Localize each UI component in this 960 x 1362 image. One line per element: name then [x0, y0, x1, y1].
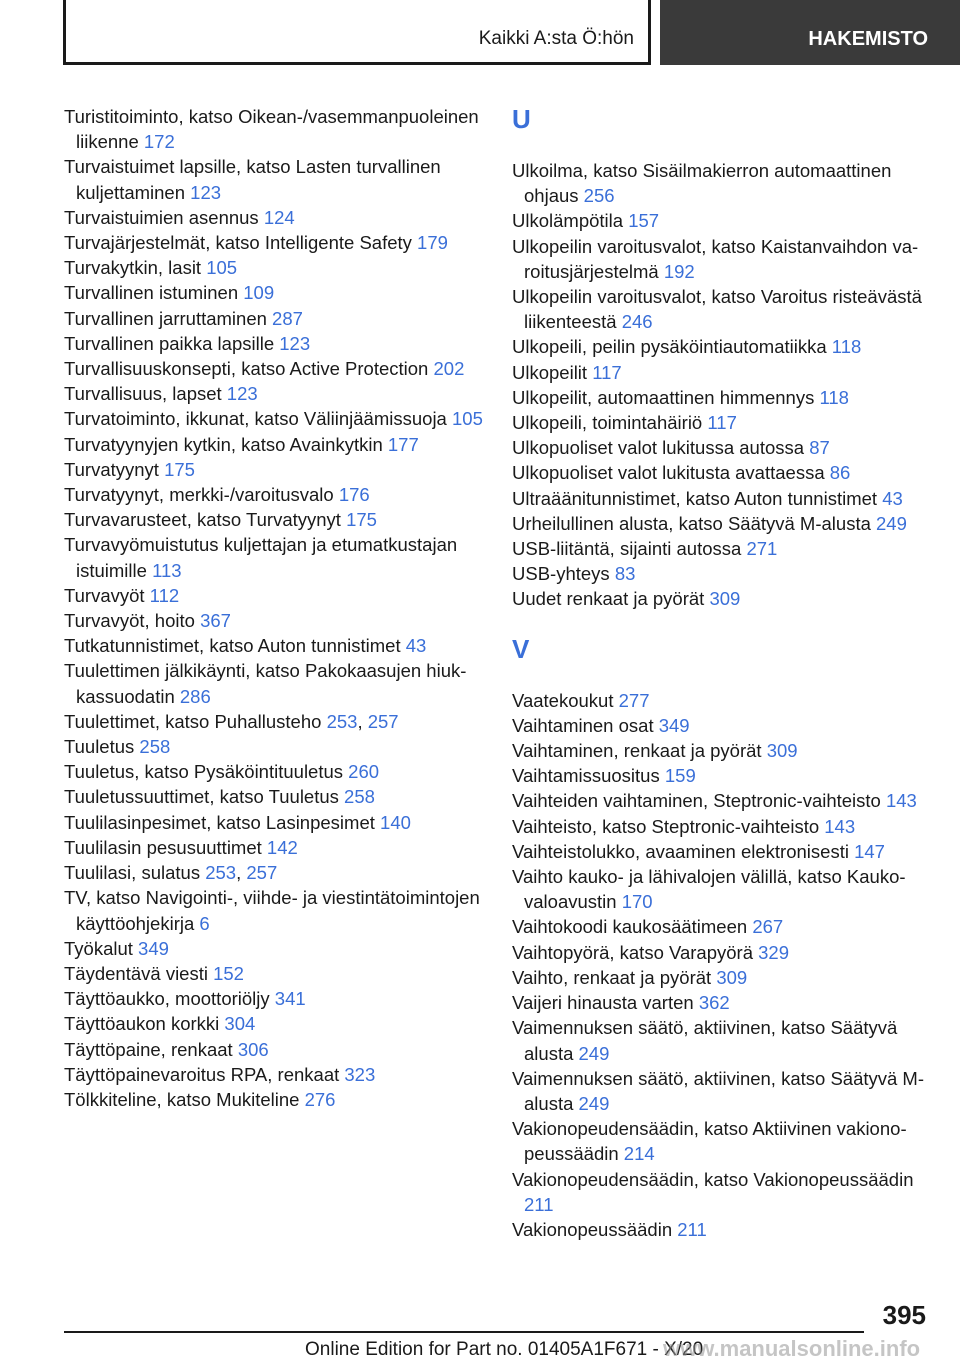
index-entry-text: Tuuletus, katso Pysäköintituuletus: [64, 761, 349, 783]
index-entry: [512, 914, 942, 939]
page-link[interactable]: 43: [882, 487, 903, 509]
index-entry-text: Urheilullinen alusta, katso Säätyvä M-alusta: [512, 512, 877, 534]
index-entry-text: Tuulilasin pesusuuttimet: [64, 836, 267, 858]
index-entry-text: Vaihtaminen, renkaat ja pyörät: [512, 740, 767, 762]
index-entry-text: Ulkopeilit, automaattinen himmennys: [512, 386, 820, 408]
index-entry: [64, 532, 484, 582]
page-link[interactable]: 176: [338, 484, 370, 506]
index-entry-text: Ulkopeilit: [512, 361, 593, 383]
index-entry: [512, 158, 942, 208]
index-entry-text: Tuulilasi, sulatus: [64, 862, 206, 884]
index-entry-text: Tuulettimet, katso Puhallusteho: [64, 710, 327, 732]
index-entry: [512, 688, 942, 713]
index-entry: [512, 1217, 942, 1242]
page-number: 395: [882, 1300, 926, 1330]
index-entry: [512, 536, 942, 561]
index-entry-text: Ultraäänitunnistimet, katso Auton tunnistimet: [512, 487, 883, 509]
page-link[interactable]: 177: [387, 433, 419, 455]
page-link[interactable]: 249: [876, 512, 907, 534]
index-entry: [512, 486, 942, 511]
index-entry-text: Ulkolämpötila: [512, 210, 629, 232]
index-entry: [64, 457, 484, 482]
index-entry-text: Vaihtaminen osat: [512, 714, 659, 736]
page-link[interactable]: 341: [274, 988, 306, 1010]
index-entry: [64, 835, 484, 860]
index-entry: [64, 507, 484, 532]
page-link[interactable]: 109: [243, 282, 275, 304]
page-link[interactable]: 362: [698, 992, 730, 1014]
index-entry: [64, 633, 484, 658]
index-entry: [512, 713, 942, 738]
index-entry-text: Vaihteiden vaihtaminen, Steptronic-vaihteisto: [512, 790, 886, 812]
page-link[interactable]: 349: [658, 714, 690, 736]
index-entry: [64, 784, 484, 809]
index-entry: [512, 839, 942, 864]
index-entry: [64, 482, 484, 507]
index-entry: [64, 1037, 484, 1062]
page-link[interactable]: 329: [758, 941, 789, 963]
index-entry-text: Täyttöaukon korkki: [64, 1013, 225, 1035]
page-link[interactable]: 192: [663, 260, 695, 282]
index-entry-text: Turvatyynyt, merkki-/varoitusvalo: [64, 484, 339, 506]
page-link[interactable]: 260: [348, 761, 380, 783]
edition-text: Online Edition for Part no. 01405A1F671 - X/20: [305, 1339, 704, 1360]
index-entry: [512, 385, 942, 410]
section-tab[interactable]: [66, 0, 651, 65]
page-link[interactable]: 309: [709, 588, 741, 610]
index-entry-text: Työkalut: [64, 937, 139, 959]
index-entry-text: Ulkopeilin varoitusvalot, katso Kaistanvaihdon varoitusjärjestelmä: [512, 235, 919, 282]
page-link[interactable]: 276: [304, 1088, 336, 1110]
page-link[interactable]: 257: [367, 710, 399, 732]
index-entry: [64, 986, 484, 1011]
index-entry: [512, 864, 942, 914]
index-entry-text: Vaihteisto, katso Steptronic-vaihteisto: [512, 815, 825, 837]
index-entry: [64, 230, 484, 255]
index-entry-text: Turvavyöt, hoito: [64, 610, 201, 632]
page-link[interactable]: 105: [206, 257, 238, 279]
page-link[interactable]: 83: [614, 563, 636, 585]
index-entry: [64, 154, 484, 204]
index-entry: [64, 255, 484, 280]
page-link[interactable]: 271: [746, 538, 778, 560]
page-link[interactable]: 249: [578, 1042, 610, 1064]
index-entry-text: Tuuletussuuttimet, katso Tuuletus: [64, 786, 345, 808]
index-entry: [512, 586, 942, 611]
index-entry-text: Uudet renkaat ja pyörät: [512, 588, 710, 610]
index-entry: [64, 280, 484, 305]
index-entry-text: Täyttöpainevaroitus RPA, renkaat: [64, 1063, 345, 1085]
index-entry-text: Ulkoilma, katso Sisäilmakierron automaattinen ohjaus: [512, 160, 892, 207]
page-link[interactable]: 249: [578, 1092, 610, 1114]
index-entry: [64, 885, 484, 935]
page-link[interactable]: 253: [205, 862, 237, 884]
index-entry-text: TV, katso Navigointi-, viihde- ja viestintätoimintojen käyttöohjekirja: [64, 887, 480, 934]
page-link[interactable]: 253: [326, 710, 358, 732]
index-entry: [64, 205, 484, 230]
index-entry: [64, 1062, 484, 1087]
index-entry-text: Vaihtopyörä, katso Varapyörä: [512, 941, 759, 963]
index-entry-text: Ulkopuoliset valot lukitussa autossa: [512, 437, 810, 459]
page-link[interactable]: 323: [344, 1063, 376, 1085]
index-entry-text: Vakionopeudensäädin, katso Aktiivinen vakionopeussäädin: [512, 1118, 907, 1165]
page-link[interactable]: 147: [854, 840, 885, 862]
page-link[interactable]: 118: [831, 336, 862, 358]
index-entry-text: Vaihto kauko- ja lähivalojen välillä, katso Kaukovaloavustin: [512, 866, 906, 913]
index-entry: [64, 961, 484, 986]
index-entry-text: Turvallisuus, lapset: [64, 383, 227, 405]
index-entry-text: Turvaistuimet lapsille, katso Lasten turvallinen kuljettaminen: [64, 156, 441, 203]
page-link[interactable]: 117: [592, 361, 622, 383]
index-entry: [512, 460, 942, 485]
page-link[interactable]: 87: [809, 437, 830, 459]
index-column-left: [64, 104, 484, 1112]
index-entry-text: Täyttöaukko, moottoriöljy: [64, 988, 275, 1010]
index-entry: [64, 1087, 484, 1112]
index-entry: [64, 381, 484, 406]
index-entry: [64, 104, 484, 154]
index-entry-text: Täyttöpaine, renkaat: [64, 1038, 238, 1060]
index-entry: [512, 940, 942, 965]
page-link[interactable]: 170: [621, 891, 653, 913]
page-link[interactable]: 304: [224, 1013, 256, 1035]
page-separator: ,: [236, 862, 247, 884]
index-entry-text: Vaatekoukut: [512, 689, 619, 711]
index-entry-text: Turvallinen istuminen: [64, 282, 244, 304]
page-link[interactable]: 258: [344, 786, 375, 808]
page-link[interactable]: 367: [200, 610, 231, 632]
page-link[interactable]: 157: [628, 210, 660, 232]
index-entry-text: Turvallisuuskonsepti, katso Active Protection: [64, 358, 434, 380]
page-link[interactable]: 43: [405, 635, 427, 657]
page-link[interactable]: 86: [829, 462, 851, 484]
index-entry: [512, 1167, 942, 1217]
index-entry-text: Turvallinen paikka lapsille: [64, 332, 280, 354]
page-link[interactable]: 214: [623, 1143, 655, 1165]
page-link[interactable]: 140: [380, 811, 411, 833]
section-tab-label: Kaikki A:sta Ö:hön: [478, 28, 634, 49]
index-entry: [512, 1066, 942, 1116]
section-gap: [512, 612, 942, 634]
page-link[interactable]: 142: [266, 836, 298, 858]
index-entry: [64, 860, 484, 885]
index-entry: [512, 965, 942, 990]
index-entry-text: Vaihteistolukko, avaaminen elektronisesti: [512, 840, 855, 862]
index-entry: [512, 284, 942, 334]
page-link[interactable]: 211: [524, 1193, 554, 1215]
page-link[interactable]: 309: [716, 966, 748, 988]
index-entry-text: Tutkatunnistimet, katso Auton tunnistimet: [64, 635, 406, 657]
page-link[interactable]: 258: [139, 736, 171, 758]
index-entry-text: Vaihtamissuositus: [512, 765, 665, 787]
index-entry-text: Vaihtokoodi kaukosäätimeen: [512, 916, 753, 938]
page-link[interactable]: 349: [138, 937, 169, 959]
index-entry-text: USB-liitäntä, sijainti autossa: [512, 538, 747, 560]
page-link[interactable]: 124: [263, 206, 295, 228]
index-entry-text: Tuulilasinpesimet, katso Lasinpesimet: [64, 811, 381, 833]
index-entry-text: Ulkopeilin varoitusvalot, katso Varoitus risteävästä liikenteestä: [512, 286, 922, 333]
index-entry-text: Turvatyynyjen kytkin, katso Avainkytkin: [64, 433, 388, 455]
index-entry-text: Turvakytkin, lasit: [64, 257, 207, 279]
page-link[interactable]: 123: [279, 332, 311, 354]
index-entry-text: Turvatyynyt: [64, 458, 165, 480]
index-entry-text: Tuuletus: [64, 736, 140, 758]
page-link[interactable]: 286: [179, 685, 211, 707]
index-entry: [512, 360, 942, 385]
index-entry-text: Vaimennuksen säätö, aktiivinen, katso Säätyvä alusta: [512, 1017, 898, 1064]
page-link[interactable]: 112: [149, 584, 180, 606]
page-link[interactable]: 309: [766, 740, 798, 762]
page-separator: ,: [357, 710, 368, 732]
index-entry-text: Vaimennuksen säätö, aktiivinen, katso Säätyvä M-alusta: [512, 1067, 925, 1114]
index-entry: [64, 406, 484, 431]
page-link[interactable]: 246: [621, 311, 653, 333]
page-link[interactable]: 152: [213, 962, 244, 984]
index-entry: [512, 511, 942, 536]
index-entry-text: Turistitoiminto, katso Oikean-/vasemmanpuoleinen liikenne: [64, 106, 479, 153]
index-entry: [512, 208, 942, 233]
index-entry-text: Tuulettimen jälkikäynti, katso Pakokaasujen hiukkassuodatin: [64, 660, 467, 707]
page-link[interactable]: 118: [819, 386, 849, 408]
footer-rule: [64, 1331, 864, 1333]
index-entry: [512, 814, 942, 839]
index-entry: [512, 738, 942, 763]
index-tab-label: HAKEMISTO: [808, 28, 928, 50]
page-link[interactable]: 211: [677, 1218, 707, 1240]
index-entry: [64, 306, 484, 331]
page-link[interactable]: 175: [164, 458, 195, 480]
index-entry-text: Vakionopeudensäädin, katso Vakionopeussäädin: [512, 1168, 914, 1190]
page-link[interactable]: 117: [707, 412, 737, 434]
index-entry-text: Turvallinen jarruttaminen: [64, 307, 273, 329]
index-entry: [64, 936, 484, 961]
page-link[interactable]: 6: [199, 912, 210, 934]
index-entry: [64, 734, 484, 759]
index-entry-text: Turvavyöt: [64, 584, 150, 606]
index-entry: [512, 1116, 942, 1166]
index-entry-text: Turvatoiminto, ikkunat, katso Väliinjäämissuoja: [64, 408, 452, 430]
index-entry: [64, 709, 484, 734]
watermark: www.manualsonline.info: [663, 1336, 921, 1361]
page-link[interactable]: 257: [246, 862, 278, 884]
index-entry: [512, 234, 942, 284]
index-entry-text: Vaihto, renkaat ja pyörät: [512, 966, 717, 988]
page-link[interactable]: 123: [226, 383, 258, 405]
index-entry: [512, 334, 942, 359]
index-letter-heading: V: [512, 633, 530, 664]
page-link[interactable]: 277: [618, 689, 650, 711]
page-link[interactable]: 267: [752, 916, 784, 938]
index-entry: [512, 561, 942, 586]
page-link[interactable]: 172: [143, 131, 175, 153]
page-link[interactable]: 123: [190, 181, 222, 203]
index-entry: [512, 1015, 942, 1065]
index-entry: [64, 608, 484, 633]
index-entry: [64, 432, 484, 457]
page-link[interactable]: 306: [237, 1038, 269, 1060]
index-entry-text: Turvavarusteet, katso Turvatyynyt: [64, 509, 347, 531]
index-entry: [64, 759, 484, 784]
index-entry-text: Turvaistuimien asennus: [64, 206, 264, 228]
index-entry: [512, 410, 942, 435]
page-link[interactable]: 159: [664, 765, 696, 787]
page-link[interactable]: 179: [417, 232, 448, 254]
index-entry-text: Turvajärjestelmät, katso Intelligente Safety: [64, 232, 418, 254]
index-entry: [64, 810, 484, 835]
page-link[interactable]: 256: [583, 185, 615, 207]
index-entry-text: Vaijeri hinausta varten: [512, 992, 699, 1014]
index-entry-text: Ulkopuoliset valot lukitusta avattaessa: [512, 462, 830, 484]
index-entry: [512, 435, 942, 460]
page-link[interactable]: 202: [433, 358, 465, 380]
index-entry: [512, 763, 942, 788]
index-entry-text: Täydentävä viesti: [64, 962, 214, 984]
index-entry-text: Tölkkiteline, katso Mukiteline: [64, 1088, 305, 1110]
index-entry: [512, 990, 942, 1015]
index-entry-text: USB-yhteys: [512, 563, 615, 585]
page-link[interactable]: 113: [152, 559, 182, 581]
page-link[interactable]: 175: [346, 509, 377, 531]
index-entry-text: Ulkopeili, peilin pysäköintiautomatiikka: [512, 336, 832, 358]
page-link[interactable]: 105: [452, 408, 483, 430]
index-entry-text: Vakionopeussäädin: [512, 1218, 678, 1240]
index-entry-text: Ulkopeili, toimintahäiriö: [512, 412, 708, 434]
page-link[interactable]: 287: [272, 307, 303, 329]
index-entry: [64, 331, 484, 356]
index-tab[interactable]: [660, 0, 960, 65]
index-letter-heading: U: [512, 104, 531, 134]
page-link[interactable]: 143: [885, 790, 917, 812]
index-entry: [64, 356, 484, 381]
index-entry: [64, 658, 484, 708]
index-entry: [64, 1011, 484, 1036]
index-entry-text: Turvavyömuistutus kuljettajan ja etumatkustajan istuimille: [64, 534, 458, 581]
index-entry: [512, 788, 942, 813]
page-link[interactable]: 143: [824, 815, 856, 837]
index-column-right: [512, 104, 942, 1242]
index-entry: [64, 583, 484, 608]
